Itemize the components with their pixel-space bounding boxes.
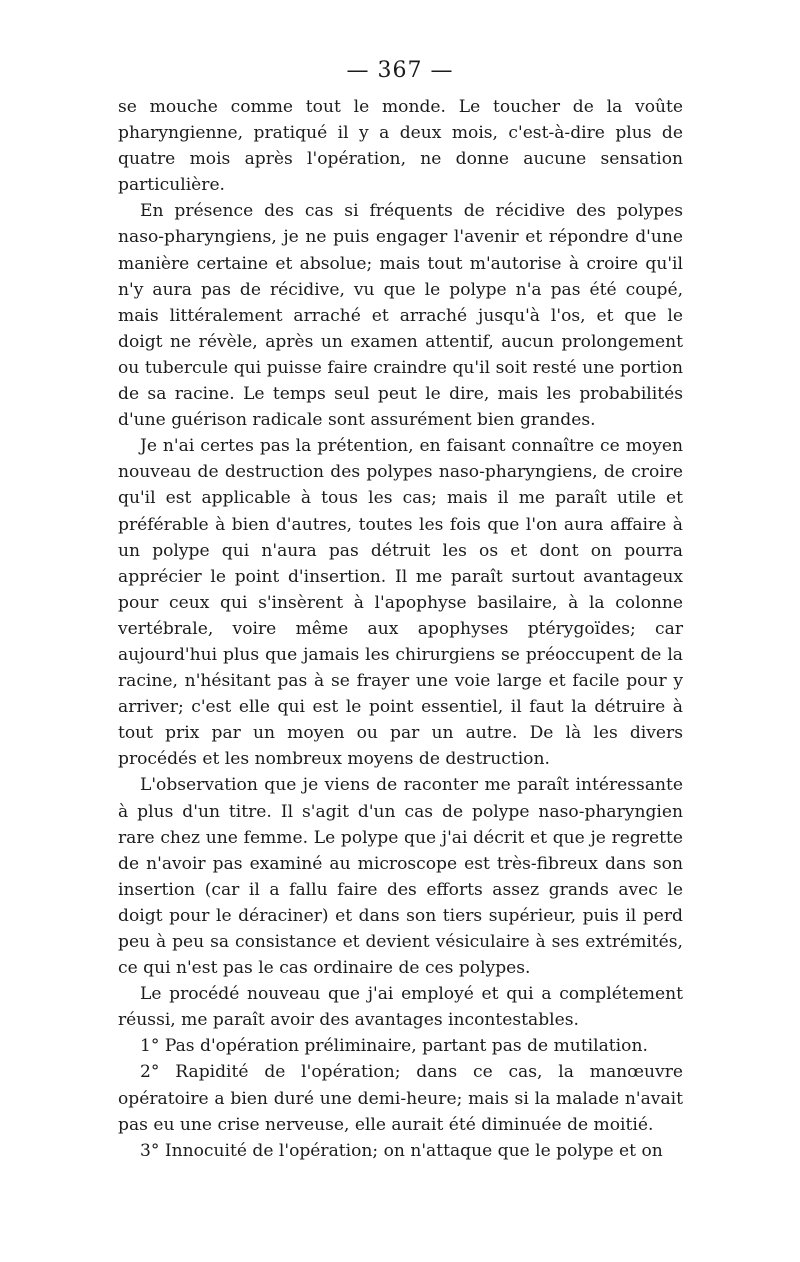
list-item bbox=[118, 1059, 683, 1137]
item-text: Rapidité de l'opération; dans ce cas, la manœuvre opératoire a bien duré une demi-heure; mais si la malade n'avait pas eu une crise nerveuse, elle aurait été diminuée de moitié. bbox=[118, 1062, 683, 1135]
item-text: Innocuité de l'opération; on n'attaque que le polype et on bbox=[164, 1140, 663, 1161]
item-number: 3° bbox=[140, 1140, 160, 1161]
paragraph-recidive: En présence des cas si fréquents de récidive des polypes naso-pharyngiens, je ne puis engager l'avenir et répondre d'une manière certaine et absolue; mais tout m'autorise à croire qu'il n'y aura pas de récidive, vu que le polype n'a pas été coupé, mais littéralement arraché et arraché jusqu'à l'os, et que le doigt ne révèle, après un examen attentif, aucun prolongement ou tubercule qui puisse faire craindre qu'il soit resté une portion de sa racine. Le temps seul peut le dire, mais les probabilités d'une guérison radicale sont assurément bien grandes. bbox=[118, 201, 683, 431]
paragraph-continuation: se mouche comme tout le monde. Le toucher de la voûte pharyngienne, pratiqué il y a deux mois, c'est-à-dire plus de quatre mois après l'opération, ne donne aucune sensation particulière. bbox=[118, 97, 683, 196]
item-text: Pas d'opération préliminaire, partant pas de mutilation. bbox=[164, 1036, 648, 1057]
body-text bbox=[118, 94, 683, 1164]
item-number: 1° bbox=[140, 1036, 160, 1057]
page-number-header: — 367 — bbox=[346, 58, 454, 83]
paragraph-pretention: Je n'ai certes pas la prétention, en faisant connaître ce moyen nouveau de destruction des polypes naso-pharyngiens, de croire qu'il est applicable à tous les cas; mais il me paraît utile et préférable à bien d'autres, toutes les fois que l'on aura affaire à un polype qui n'aura pas détruit les os et dont on pourra apprécier le point d'insertion. Il me paraît surtout avantageux pour ceux qui s'insèrent à l'apophyse basilaire, à la colonne vertébrale, voire même aux apophyses ptérygoïdes; car aujourd'hui plus que jamais les chirurgiens se préoccupent de la racine, n'hésitant pas à se frayer une voie large et facile pour y arriver; c'est elle qui est le point essentiel, il faut la détruire à tout prix par un moyen ou par un autre. De là les divers procédés et les nombreux moyens de destruction. bbox=[118, 436, 683, 770]
paragraph-observation: L'observation que je viens de raconter me paraît intéressante à plus d'un titre. Il s'agit d'un cas de polype naso-pharyngien rare chez une femme. Le polype que j'ai décrit et que je regrette de n'avoir pas examiné au microscope est très-fibreux dans son insertion (car il a fallu faire des efforts assez grands avec le doigt pour le déraciner) et dans son tiers supérieur, puis il perd peu à peu sa consistance et devient vésiculaire à ses extrémités, ce qui n'est pas le cas ordinaire de ces polypes. bbox=[118, 775, 683, 979]
list-item bbox=[118, 1033, 683, 1059]
paragraph-procede: Le procédé nouveau que j'ai employé et qui a complétement réussi, me paraît avoir des avantages incontestables. bbox=[118, 984, 683, 1031]
item-number: 2° bbox=[140, 1062, 160, 1083]
list-item bbox=[118, 1138, 683, 1164]
